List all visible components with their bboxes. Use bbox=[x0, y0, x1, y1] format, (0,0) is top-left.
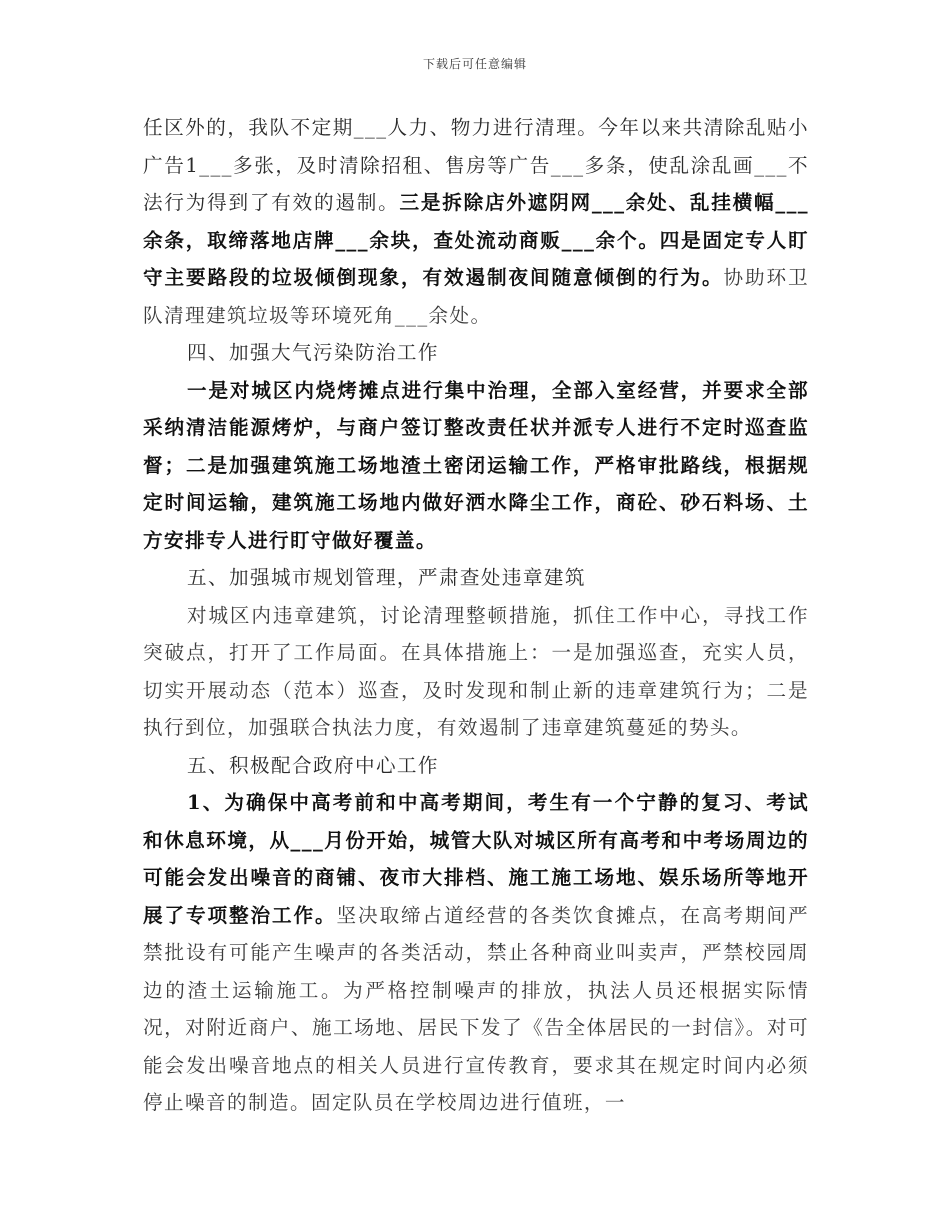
text-run-bold: 1、为确保中高考前和中高考期间，考生有一个宁静的复习、考试和休息环境，从___月份开始，城管大队对城区所有高考和中考场周边的可能会发出噪音的商铺、夜市大排档、施工施工场地、娱乐场所等地开展了专项整治工作。 bbox=[143, 791, 809, 927]
text-run: 对城区内违章建筑，讨论清理整顿措施，抓住工作中心，寻找工作突破点，打开了工作局面。在具体措施上：一是加强巡查，充实人员，切实开展动态（范本）巡查，及时发现和制止新的违章建筑行为；二是执行到位，加强联合执法力度，有效遏制了违章建筑蔓延的势头。 bbox=[143, 603, 809, 739]
paragraph-urban-planning bbox=[143, 597, 809, 747]
heading-text: 四、加强大气污染防治工作 bbox=[187, 341, 439, 364]
paragraph-air-pollution bbox=[143, 372, 809, 560]
section-heading-government-work bbox=[143, 747, 809, 785]
section-heading-urban-planning bbox=[143, 559, 809, 597]
heading-text: 五、积极配合政府中心工作 bbox=[187, 753, 439, 777]
text-run: 协助环卫队清理建筑垃圾等环境死角___余处。 bbox=[143, 266, 809, 327]
document-body bbox=[143, 109, 809, 1122]
paragraph-exam-period bbox=[143, 784, 809, 1122]
page-header: 下载后可任意编辑 bbox=[422, 57, 527, 71]
text-run-bold: 一是对城区内烧烤摊点进行集中治理，全部入室经营，并要求全部采纳清洁能源烤炉，与商户签订整改责任状并派专人进行不定时巡查监督；二是加强建筑施工场地渣土密闭运输工作，严格审批路线，根据规定时间运输，建筑施工场地内做好洒水降尘工作，商砼、砂石料场、土方安排专人进行盯守做好覆盖。 bbox=[143, 378, 809, 552]
text-run: 任区外的，我队不定期___人力、物力进行清理。今年以来共清除乱贴小广告1___多张，及时清除招租、售房等广告___多条，使乱涂乱画___不法行为得到了有效的遏制。 bbox=[143, 116, 809, 214]
section-heading-air-pollution bbox=[143, 334, 809, 372]
paragraph-cleanup bbox=[143, 109, 809, 334]
heading-text: 五、加强城市规划管理，严肃查处违章建筑 bbox=[187, 566, 586, 589]
text-run-bold: 三是拆除店外遮阴网___余处、乱挂横幅___余条，取缔落地店牌___余块，查处流动商贩___余个。四是固定专人盯守主要路段的垃圾倾倒现象，有效遏制夜间随意倾倒的行为。 bbox=[143, 191, 809, 289]
text-run: 坚决取缔占道经营的各类饮食摊点，在高考期间严禁批设有可能产生噪声的各类活动，禁止各种商业叫卖声，严禁校园周边的渣土运输施工。为严格控制噪声的排放，执法人员还根据实际情况，对附近商户、施工场地、居民下发了《告全体居民的一封信》。对可能会发出噪音地点的相关人员进行宣传教育，要求其在规定时间内必须停止噪音的制造。固定队员在学校周边进行值班，一 bbox=[143, 903, 809, 1114]
